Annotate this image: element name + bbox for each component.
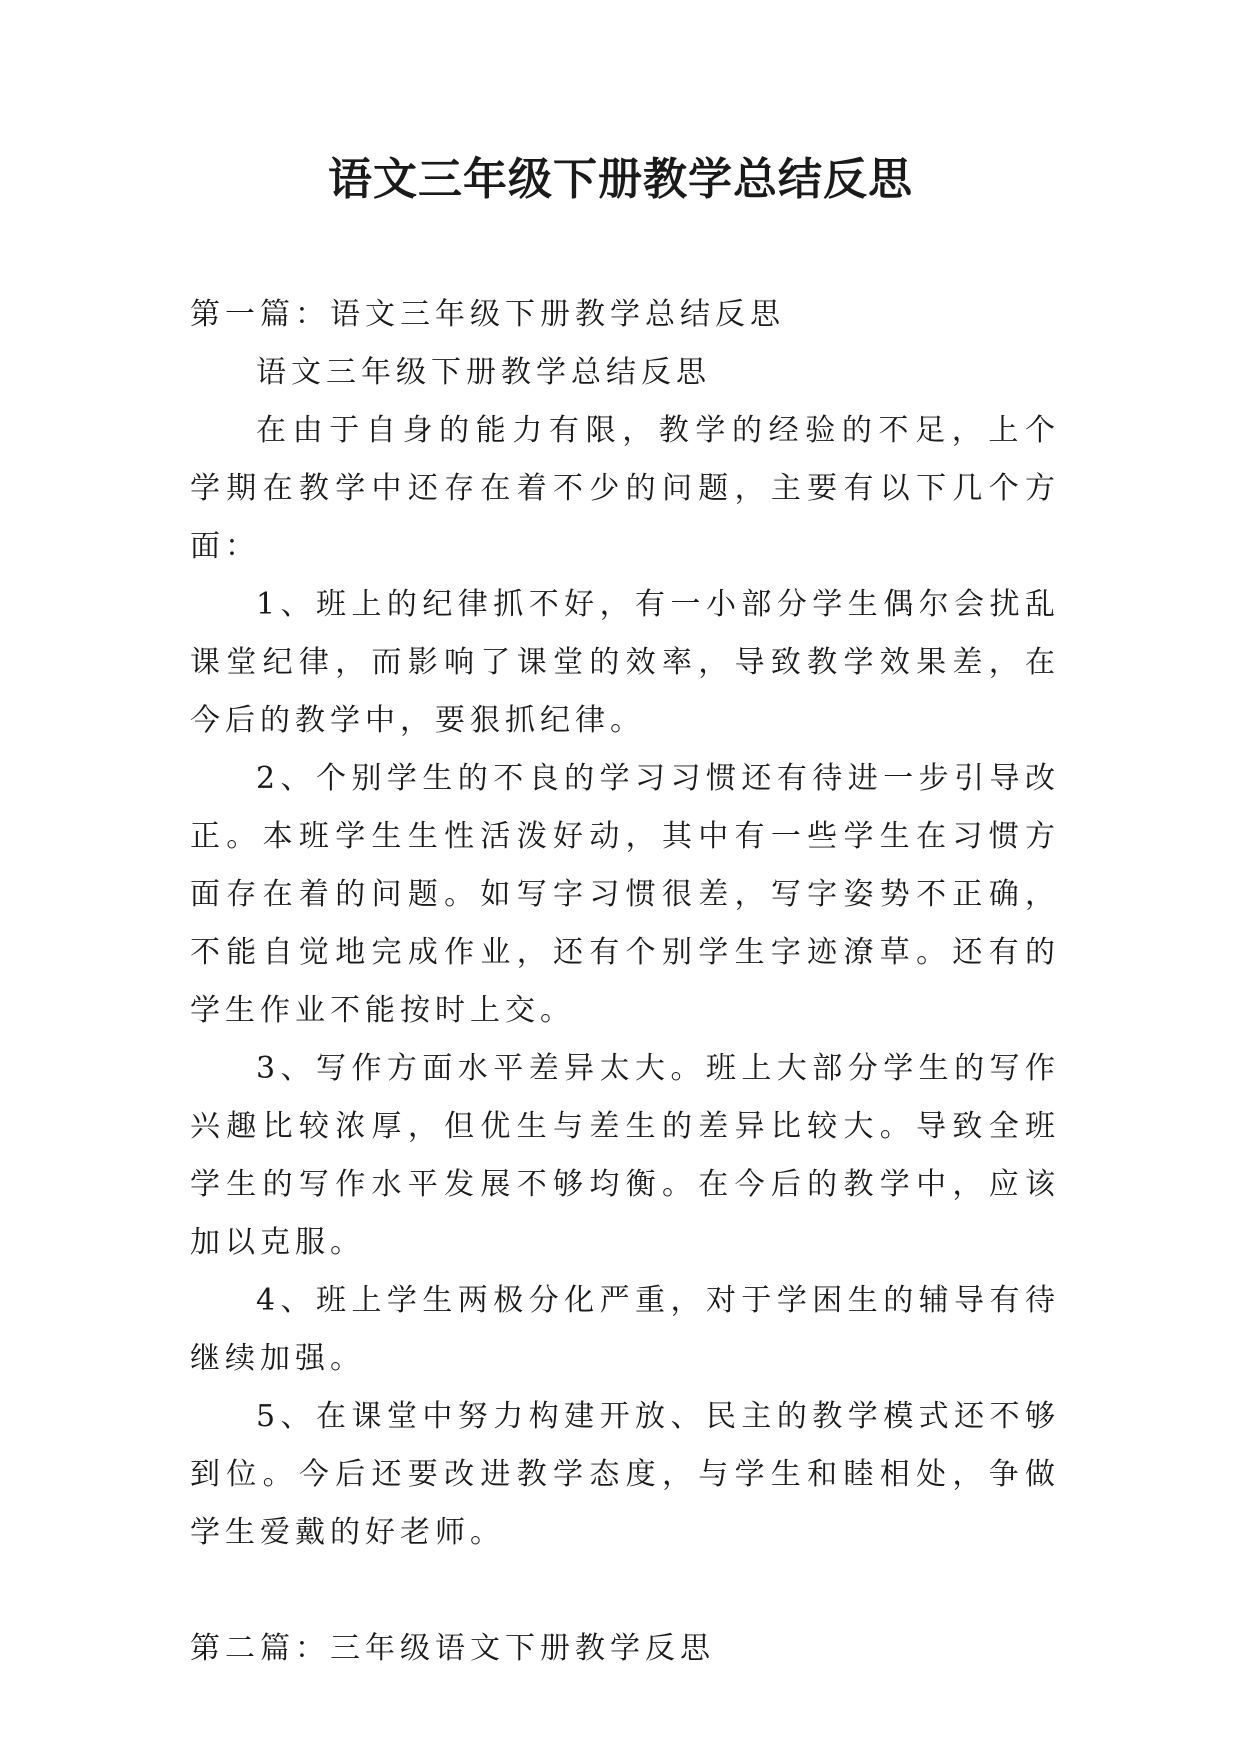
paragraph-point-5: 5、在课堂中努力构建开放、民主的教学模式还不够到位。今后还要改进教学态度，与学生和睦相处，争做学生爱戴的好老师。 — [190, 1399, 1060, 1550]
document-body — [190, 286, 1060, 1678]
document-title: 语文三年级下册教学总结反思 — [328, 154, 913, 205]
paragraph-point-1: 1、班上的纪律抓不好，有一小部分学生偶尔会扰乱课堂纪律，而影响了课堂的效率，导致教学效果差，在今后的教学中，要狠抓纪律。 — [190, 587, 1060, 738]
section-1-heading: 第一篇：语文三年级下册教学总结反思 — [190, 297, 785, 332]
section-2-heading: 第二篇：三年级语文下册教学反思 — [190, 1631, 715, 1666]
section-1-subtitle: 语文三年级下册教学总结反思 — [256, 355, 711, 390]
section-spacer — [190, 1562, 1060, 1620]
paragraph-point-2: 2、个别学生的不良的学习习惯还有待进一步引导改正。本班学生生性活泼好动，其中有一些学生在习惯方面存在着的问题。如写字习惯很差，写字姿势不正确，不能自觉地完成作业，还有个别学生字迹潦草。还有的学生作业不能按时上交。 — [190, 761, 1060, 1028]
paragraph-point-3: 3、写作方面水平差异太大。班上大部分学生的写作兴趣比较浓厚，但优生与差生的差异比较大。导致全班学生的写作水平发展不够均衡。在今后的教学中，应该加以克服。 — [190, 1051, 1060, 1260]
paragraph-intro: 在由于自身的能力有限，教学的经验的不足，上个学期在教学中还存在着不少的问题，主要有以下几个方面： — [190, 413, 1060, 564]
paragraph-point-4: 4、班上学生两极分化严重，对于学困生的辅导有待继续加强。 — [190, 1283, 1060, 1376]
